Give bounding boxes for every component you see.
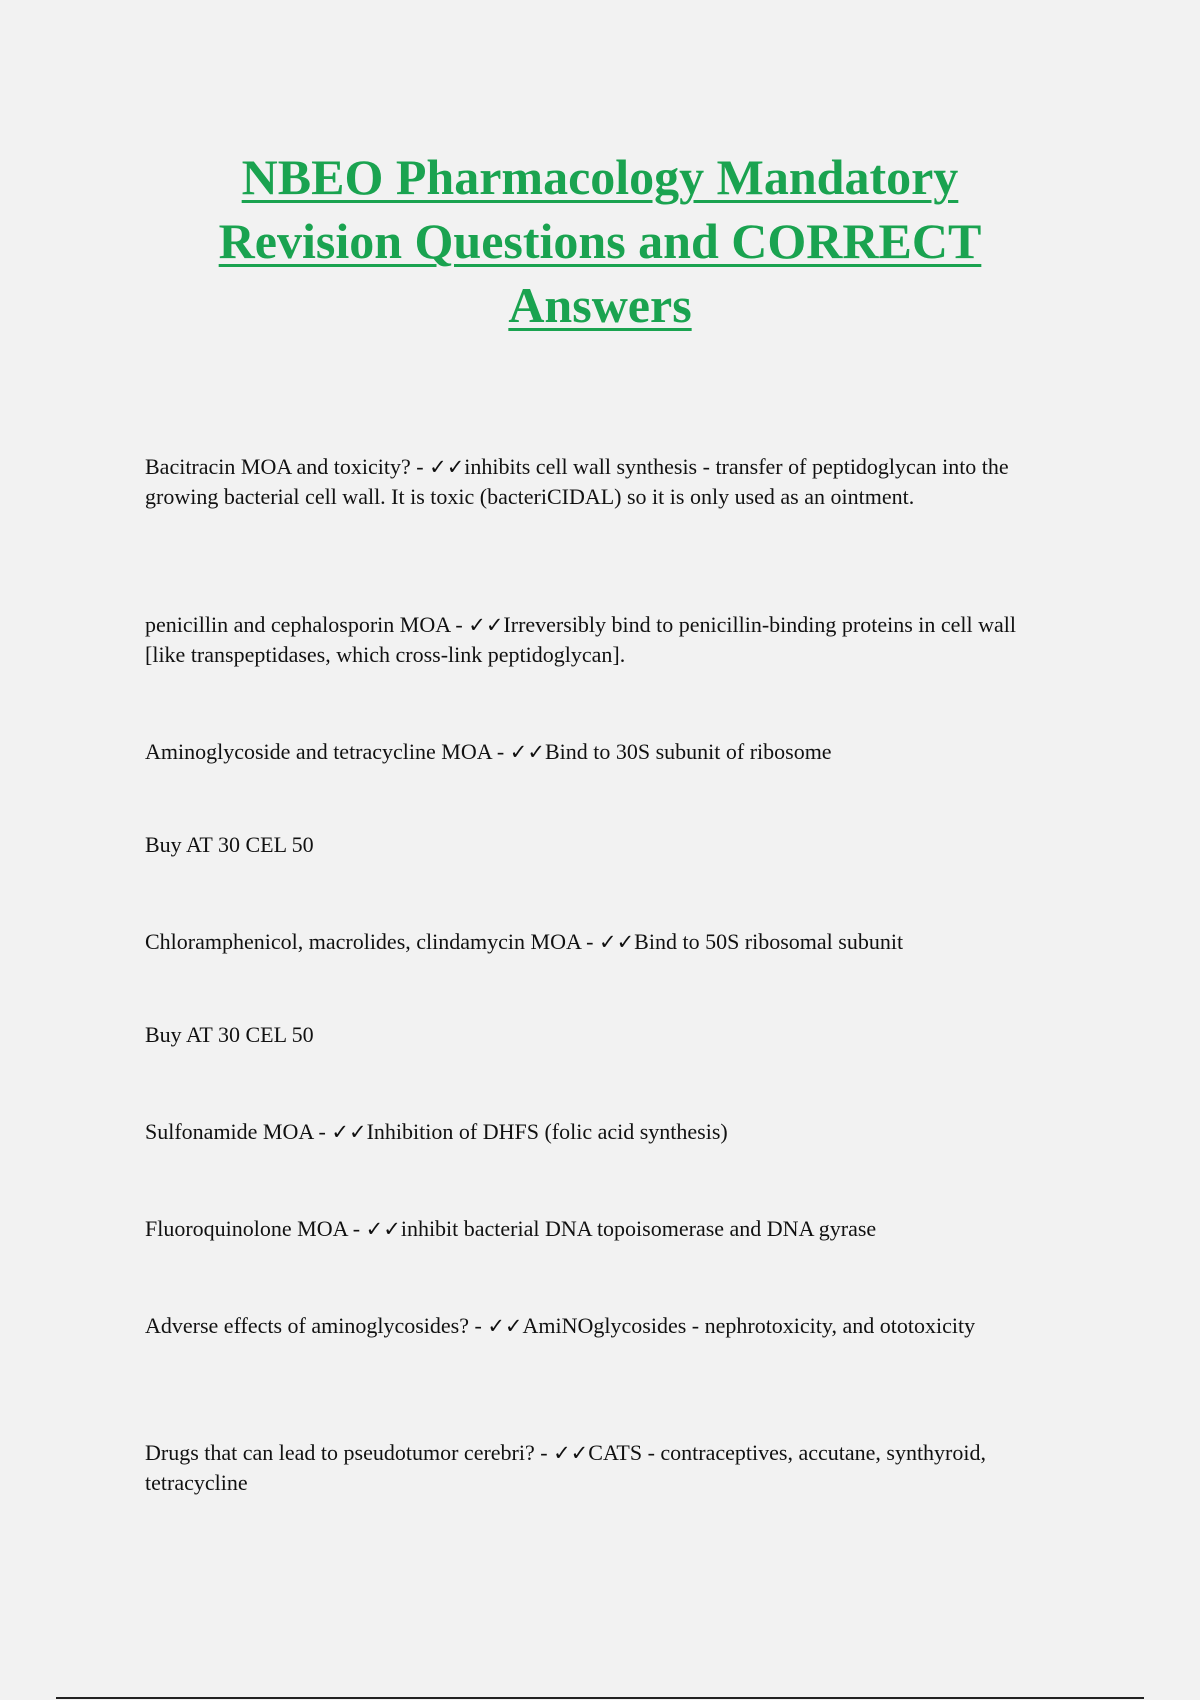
double-check-icon: ✓✓ (487, 1314, 523, 1338)
double-check-icon: ✓✓ (468, 613, 504, 637)
qa-item-penicillin (145, 610, 1045, 670)
answer-text: CATS - contraceptives, accutane, synthyroid, tetracycline (145, 1440, 986, 1495)
question-text: Bacitracin MOA and toxicity? - (145, 454, 430, 479)
answer-text: Inhibition of DHFS (folic acid synthesis) (366, 1119, 728, 1144)
qa-item-aminoglycoside (145, 737, 1045, 767)
mnemonic-note: Buy AT 30 CEL 50 (145, 1022, 314, 1047)
double-check-icon: ✓✓ (598, 930, 635, 954)
double-check-icon: ✓✓ (509, 740, 545, 764)
double-check-icon: ✓✓ (365, 1217, 401, 1241)
question-text: Adverse effects of aminoglycosides? - (145, 1313, 488, 1338)
question-text: penicillin and cephalosporin MOA - (145, 612, 469, 637)
qa-item-bacitracin (145, 452, 1045, 512)
question-text: Fluoroquinolone MOA - (145, 1216, 366, 1241)
qa-item-chloramphenicol (145, 927, 1045, 957)
mnemonic-note: Buy AT 30 CEL 50 (145, 832, 314, 857)
question-text: Chloramphenicol, macrolides, clindamycin MOA - (145, 929, 599, 954)
footer-divider (56, 1697, 1144, 1699)
answer-text: inhibit bacterial DNA topoisomerase and DNA gyrase (400, 1216, 877, 1241)
question-text: Drugs that can lead to pseudotumor cerebri? - (145, 1440, 554, 1465)
document-title (150, 145, 1050, 337)
answer-text: AmiNOglycosides - nephrotoxicity, and ototoxicity (522, 1313, 976, 1338)
question-text: Aminoglycoside and tetracycline MOA - (145, 739, 510, 764)
answer-text: Bind to 30S subunit of ribosome (544, 739, 832, 764)
double-check-icon: ✓✓ (429, 455, 465, 479)
qa-item-fluoroquinolone (145, 1214, 1045, 1244)
document-title-text: NBEO Pharmacology Mandatory Revision Questions and CORRECT Answers (218, 149, 982, 333)
answer-text: Bind to 50S ribosomal subunit (634, 929, 904, 954)
question-text: Sulfonamide MOA - (145, 1119, 332, 1144)
double-check-icon: ✓✓ (553, 1441, 589, 1465)
answer-text: Irreversibly bind to penicillin-binding proteins in cell wall [like transpeptidases, which cross-link peptidoglycan]. (145, 612, 1017, 667)
qa-item-sulfonamide (145, 1117, 1045, 1147)
answer-text: inhibits cell wall synthesis - transfer of peptidoglycan into the growing bacterial cell wall. It is toxic (bacteriCIDAL) so it is only used as an ointment. (145, 454, 1009, 509)
double-check-icon: ✓✓ (331, 1120, 367, 1144)
qa-item-pseudotumor (145, 1438, 1045, 1498)
qa-item-aminoglycoside-adverse (145, 1311, 1045, 1341)
